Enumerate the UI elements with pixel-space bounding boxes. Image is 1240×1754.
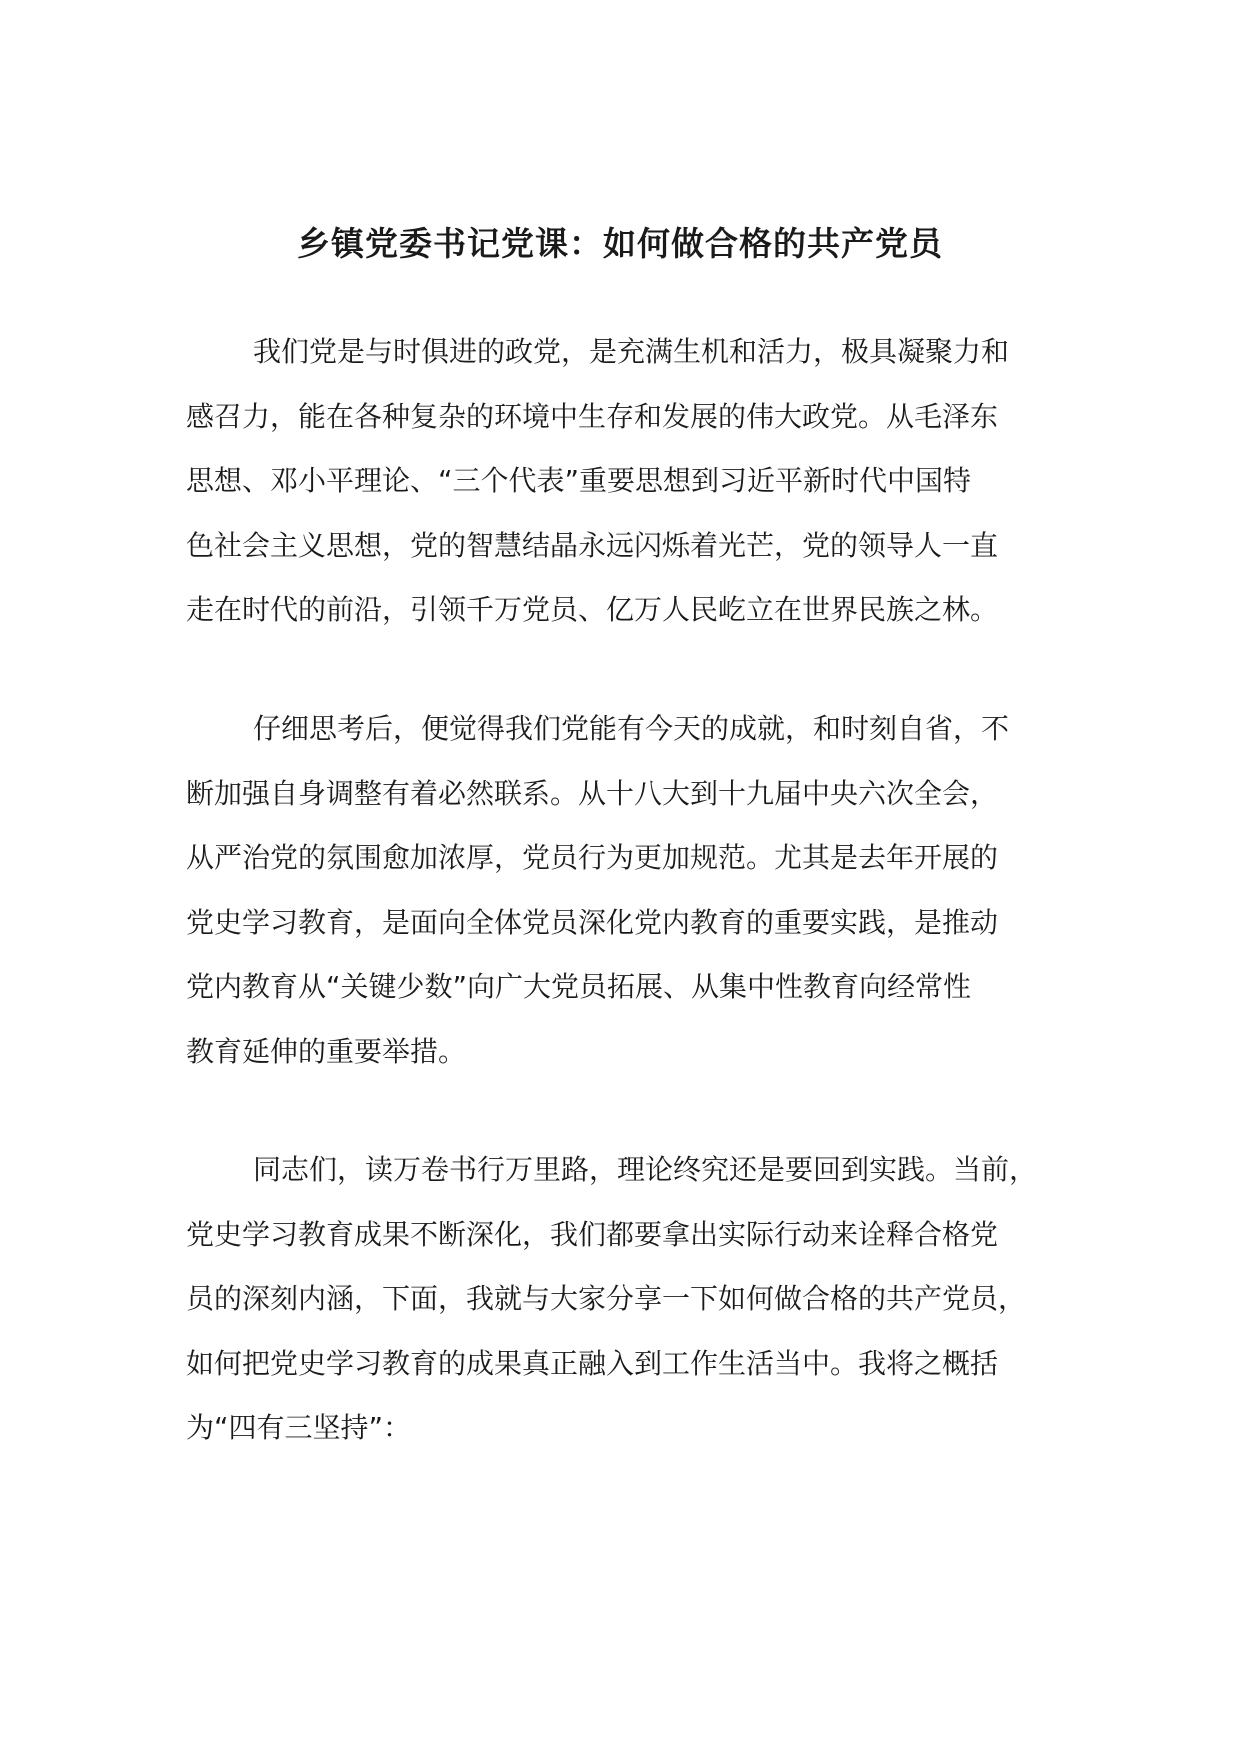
paragraph-1 [186, 320, 1066, 643]
paragraph-line: 同志们，读万卷书行万里路，理论终究还是要回到实践。当前， [253, 1153, 1038, 1186]
paragraph-3 [186, 1138, 1066, 1461]
paragraph-line: 党内教育从“关键少数”向广大党员拓展、从集中性教育向经常性 [186, 970, 972, 1003]
paragraph-line: 走在时代的前沿，引领千万党员、亿万人民屹立在世界民族之林。 [186, 593, 999, 626]
paragraph-line: 如何把党史学习教育的成果真正融入到工作生活当中。我将之概括 [186, 1346, 999, 1380]
paragraph-line: 色社会主义思想，党的智慧结晶永远闪烁着光芒，党的领导人一直 [186, 528, 999, 562]
paragraph-line: 我们党是与时俱进的政党，是充满生机和活力，极具凝聚力和 [253, 335, 1010, 368]
document-title: 乡镇党委书记党课：如何做合格的共产党员 [297, 224, 943, 263]
paragraph-line: 为“四有三坚持”： [186, 1411, 412, 1444]
paragraph-line: 教育延伸的重要举措。 [186, 1034, 467, 1068]
paragraph-line: 党史学习教育，是面向全体党员深化党内教育的重要实践，是推动 [186, 905, 999, 939]
paragraph-line: 感召力，能在各种复杂的环境中生存和发展的伟大政党。从毛泽东 [186, 399, 999, 433]
paragraph-line: 员的深刻内涵，下面，我就与大家分享一下如何做合格的共产党员， [186, 1282, 1027, 1315]
paragraph-line: 断加强自身调整有着必然联系。从十八大到十九届中央六次全会， [186, 776, 999, 810]
paragraph-2 [186, 697, 1066, 1084]
paragraph-line: 从严治党的氛围愈加浓厚，党员行为更加规范。尤其是去年开展的 [186, 841, 999, 874]
paragraph-line: 思想、邓小平理论、“三个代表”重要思想到习近平新时代中国特 [186, 464, 972, 497]
paragraph-line: 仔细思考后，便觉得我们党能有今天的成就，和时刻自省，不 [253, 712, 1010, 745]
paragraph-line: 党史学习教育成果不断深化，我们都要拿出实际行动来诠释合格党 [186, 1217, 999, 1251]
